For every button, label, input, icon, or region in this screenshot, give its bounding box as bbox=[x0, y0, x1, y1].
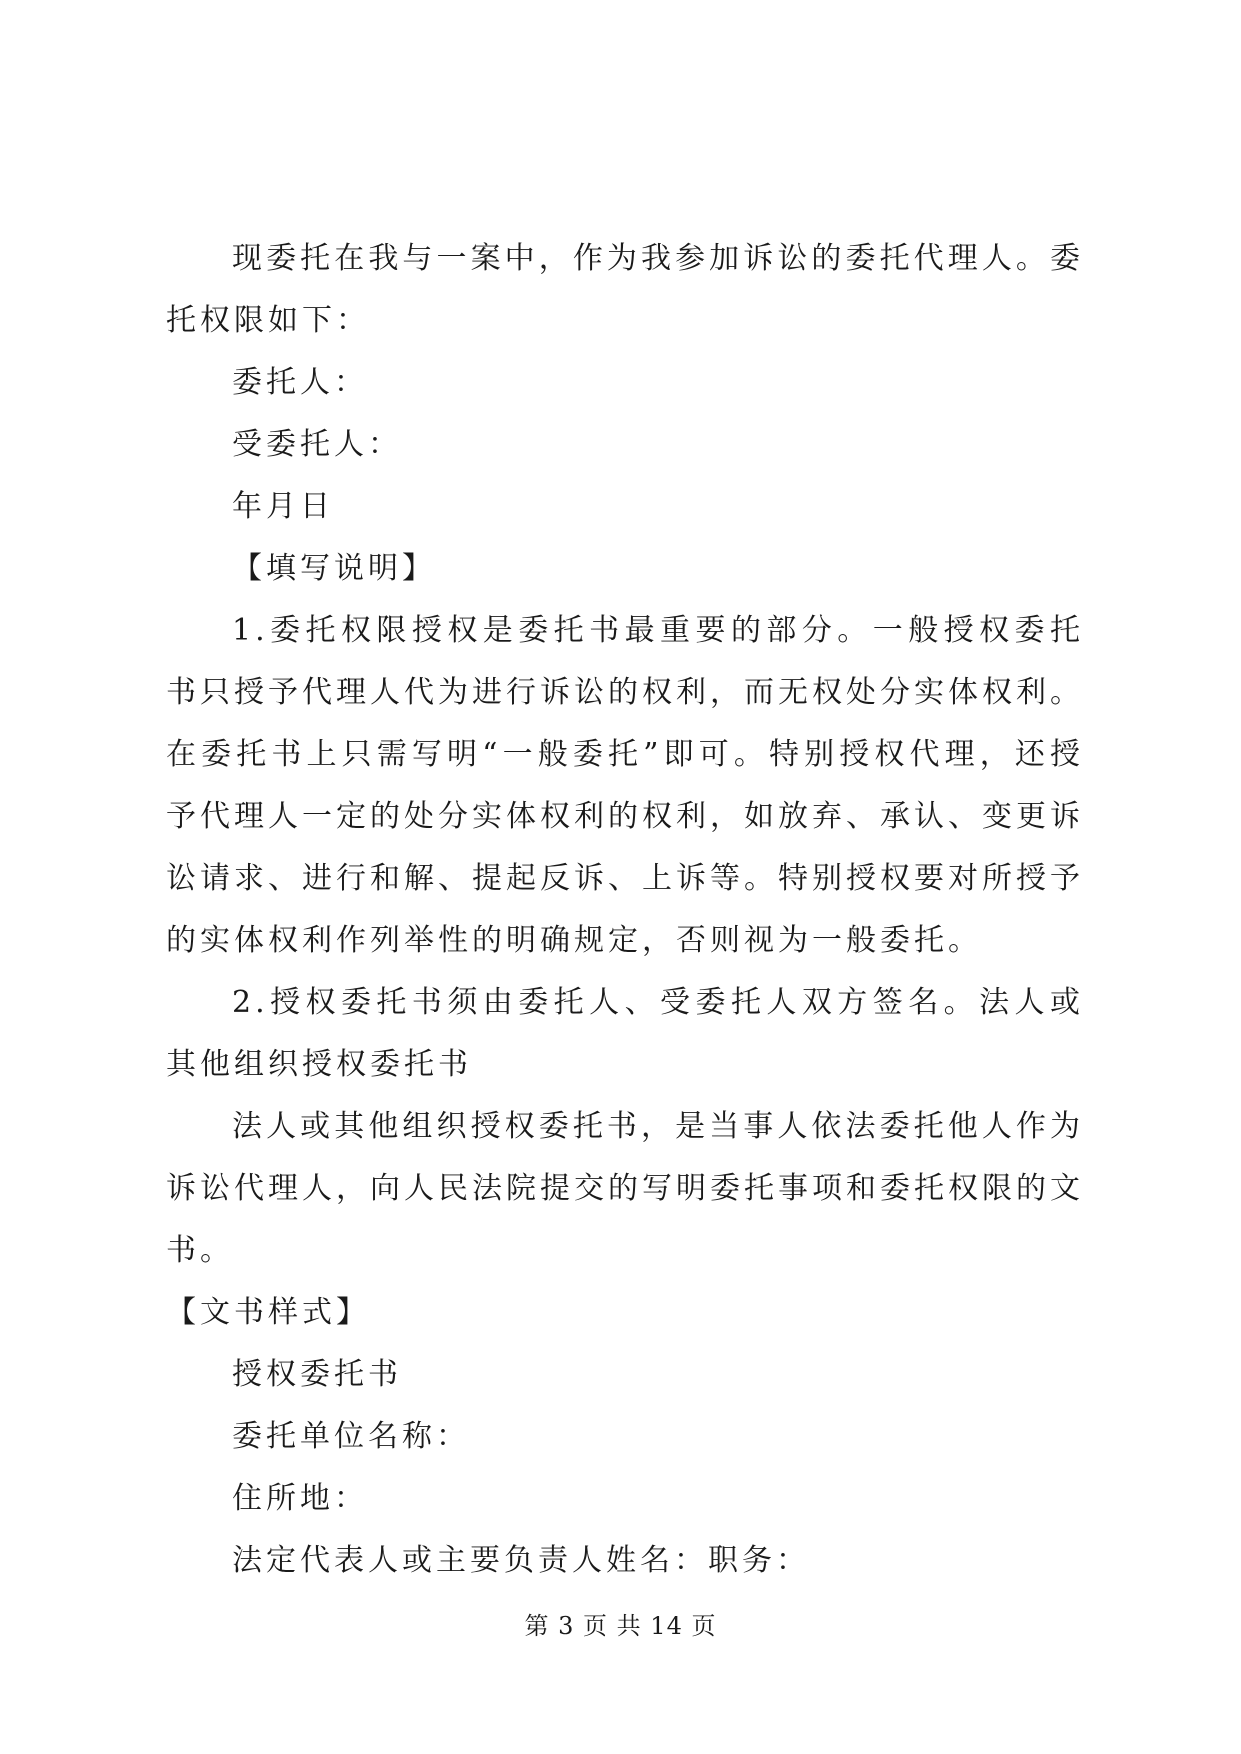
page-number-footer: 第 3 页 共 14 页 bbox=[524, 1612, 717, 1640]
template-field-address: 住所地： bbox=[232, 1481, 368, 1516]
paragraph-agent: 受委托人： bbox=[232, 427, 402, 462]
paragraph-delegation-intro: 现委托在我与一案中，作为我参加诉讼的委托代理人。委托权限如下： bbox=[166, 241, 1084, 338]
heading-document-template: 【文书样式】 bbox=[166, 1295, 370, 1330]
paragraph-instruction-2: 2.授权委托书须由委托人、受委托人双方签名。法人或其他组织授权委托书 bbox=[166, 985, 1084, 1082]
document-body bbox=[166, 228, 1084, 1592]
template-field-representative: 法定代表人或主要负责人姓名：职务： bbox=[232, 1543, 810, 1578]
template-title: 授权委托书 bbox=[232, 1357, 402, 1392]
paragraph-date: 年月日 bbox=[232, 489, 334, 524]
paragraph-principal: 委托人： bbox=[232, 365, 368, 400]
paragraph-legal-person-definition: 法人或其他组织授权委托书，是当事人依法委托他人作为诉讼代理人，向人民法院提交的写明委托事项和委托权限的文书。 bbox=[166, 1109, 1084, 1268]
template-field-entity-name: 委托单位名称： bbox=[232, 1419, 470, 1454]
paragraph-instruction-1: 1.委托权限授权是委托书最重要的部分。一般授权委托书只授予代理人代为进行诉讼的权利，而无权处分实体权利。在委托书上只需写明“一般委托”即可。特别授权代理，还授予代理人一定的处分实体权利的权利，如放弃、承认、变更诉讼请求、进行和解、提起反诉、上诉等。特别授权要对所授予的实体权利作列举性的明确规定，否则视为一般委托。 bbox=[166, 613, 1084, 958]
heading-filling-instructions: 【填写说明】 bbox=[232, 551, 436, 586]
